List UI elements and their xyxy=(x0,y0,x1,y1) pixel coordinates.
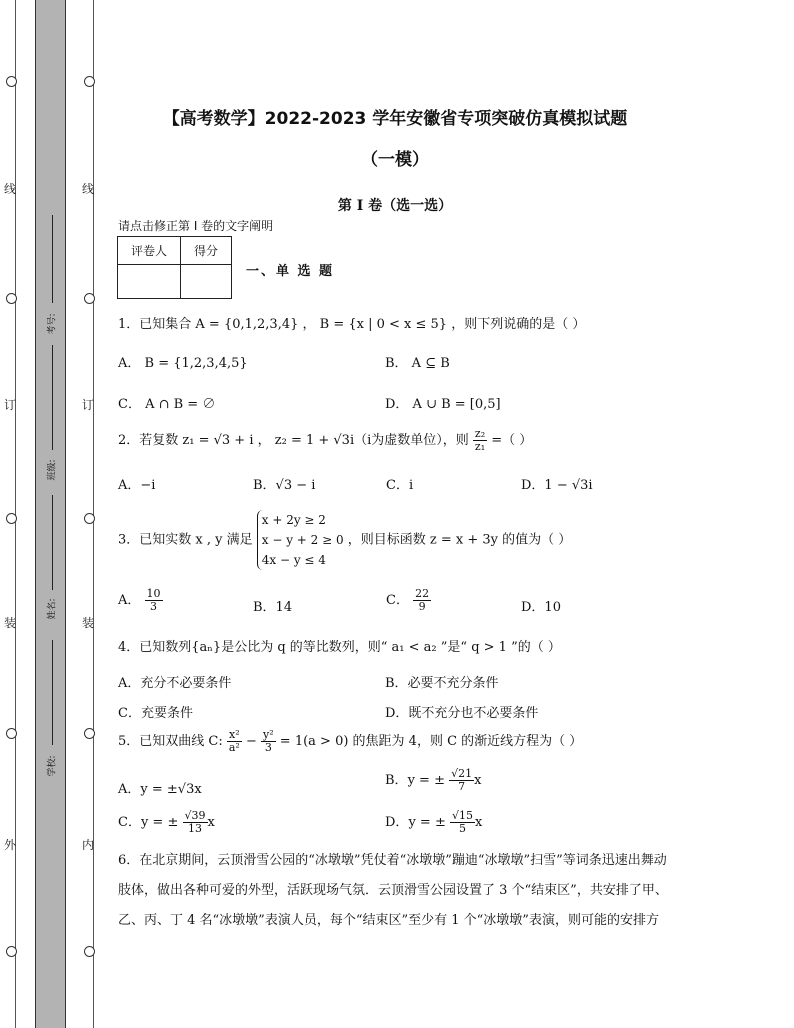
binding-strip xyxy=(35,0,66,1028)
margin-char-line: 线 xyxy=(4,182,17,196)
question-3-stem-suffix: ，则目标函数 z = x + 3y 的值为（ ） xyxy=(347,532,572,548)
question-3-option-d: D．10 xyxy=(521,600,561,615)
binding-hole xyxy=(84,513,95,524)
option-expression: y = ± xyxy=(140,815,179,830)
option-expression: y = ± xyxy=(408,815,446,830)
question-5-option-a xyxy=(118,778,202,797)
hyperbola-term-x xyxy=(227,729,242,754)
question-2-stem-suffix: =（ ） xyxy=(491,433,533,448)
margin-char-order: 订 xyxy=(82,398,95,412)
margin-char-outer: 外 xyxy=(4,838,17,852)
grader-header: 评卷人 xyxy=(118,237,181,265)
name-line xyxy=(52,495,53,590)
question-5-option-d xyxy=(385,810,482,835)
question-5-option-b xyxy=(385,768,481,793)
question-6-line: 肢体，做出各种可爱的外型，活跃现场气氛．云顶滑雪公园设置了 3 个“结束区”，共安排了甲、 xyxy=(118,883,668,898)
question-5-stem-prefix: 5．已知双曲线 C: xyxy=(118,734,223,749)
question-2-option-b: B．√3 − i xyxy=(253,478,316,493)
fraction-numerator: x² xyxy=(227,729,242,742)
constraint-1: x + 2y ≥ 2 xyxy=(261,513,326,527)
page-subtitle: （一模） xyxy=(361,150,429,170)
grader-table xyxy=(117,236,232,299)
question-2-stem-prefix: 2．若复数 z₁ = √3 + i ， z₂ = 1 + √3i（i为虚数单位），则 xyxy=(118,433,469,448)
fraction-denominator: 9 xyxy=(418,600,426,613)
hyperbola-term-y xyxy=(261,729,276,754)
binding-hole xyxy=(84,946,95,957)
binding-hole xyxy=(6,728,17,739)
fraction-denominator: a² xyxy=(228,741,240,754)
fraction-denominator: z₁ xyxy=(474,440,486,453)
question-3-option-c xyxy=(386,588,431,613)
question-5-stem xyxy=(118,729,582,754)
margin-char-line: 线 xyxy=(82,182,95,196)
fraction-numerator: √21 xyxy=(451,767,473,780)
fraction-numerator: 10 xyxy=(146,587,161,600)
grader-cell xyxy=(118,265,181,299)
question-3-stem-prefix: 3．已知实数 x , y 满足 xyxy=(118,532,253,548)
page-title: 【高考数学】2022-2023 学年安徽省专项突破仿真模拟试题 xyxy=(162,109,628,129)
fraction-denominator: 13 xyxy=(188,822,202,835)
section-heading: 第 I 卷（选一选） xyxy=(337,198,453,214)
option-label: C． xyxy=(386,593,409,608)
option-label: A． xyxy=(118,593,141,608)
question-1-stem: 1．已知集合 A = {0,1,2,3,4} ， B = {x | 0 < x ≤ 5} ，则下列说确的是（ ） xyxy=(118,317,586,332)
fraction-denominator: 3 xyxy=(264,741,272,754)
fraction-denominator: 5 xyxy=(458,822,466,835)
constraint-system xyxy=(257,510,344,570)
option-expression: y = ± xyxy=(407,773,445,788)
score-cell xyxy=(181,265,232,299)
margin-char-bind: 装 xyxy=(4,616,17,630)
question-3-option-a xyxy=(118,588,163,613)
minus-sign: − xyxy=(245,734,257,749)
question-6-line: 6．在北京期间，云顶滑雪公园的“冰墩墩”凭仗着“冰墩墩”蹦迪“冰墩墩”扫雪”等词条迅速出舞动 xyxy=(118,853,667,868)
question-4-option-d: D．既不充分也不必要条件 xyxy=(385,706,539,721)
constraint-2: x − y + 2 ≥ 0 xyxy=(261,533,344,547)
question-6-stem xyxy=(118,846,688,936)
question-5-stem-suffix: = 1(a > 0) 的焦距为 4，则 C 的渐近线方程为（ ） xyxy=(279,734,583,749)
option-expression: y = ±√3x xyxy=(140,782,202,797)
question-4-option-b: B．必要不充分条件 xyxy=(385,676,499,691)
question-6-line: 乙、丙、丁 4 名“冰墩墩”表演人员，每个“结束区”至少有 1 个“冰墩墩”表演，则可能的安排方 xyxy=(118,913,659,928)
question-1-option-d: D． A ∪ B = [0,5] xyxy=(385,397,501,412)
fraction-denominator: 7 xyxy=(458,780,466,793)
question-2-fraction xyxy=(473,428,487,453)
margin-char-bind: 装 xyxy=(82,616,95,630)
fraction-numerator: √15 xyxy=(451,809,473,822)
class-label: 班级: xyxy=(47,459,58,481)
question-4-stem: 4．已知数列{aₙ}是公比为 q 的等比数列，则“ a₁ < a₂ ”是“ q > 1 ”的（ ） xyxy=(118,640,561,655)
fraction-numerator: y² xyxy=(263,728,274,741)
question-2-option-d: D．1 − √3i xyxy=(521,478,593,493)
binding-hole xyxy=(84,293,95,304)
question-2-option-c: C．i xyxy=(386,478,414,493)
constraint-3: 4x − y ≤ 4 xyxy=(261,553,326,567)
question-5-option-c xyxy=(118,810,215,835)
question-2-stem xyxy=(118,428,532,453)
option-label: C． xyxy=(118,815,141,830)
option-label: D． xyxy=(385,815,409,830)
question-1-option-c: C． A ∩ B = ∅ xyxy=(118,397,216,412)
fraction-denominator: 3 xyxy=(150,600,158,613)
binding-hole xyxy=(6,513,17,524)
option-suffix: x xyxy=(475,815,483,830)
question-4-option-a: A．充分不必要条件 xyxy=(118,676,232,691)
exam-number-label: 考号: xyxy=(47,313,58,335)
binding-hole xyxy=(6,293,17,304)
option-b-fraction xyxy=(449,768,474,793)
section-note: 请点击修正第 I 卷的文字阐明 xyxy=(118,219,274,233)
question-1-option-b: B． A ⊆ B xyxy=(385,356,450,371)
question-4-option-c: C．充要条件 xyxy=(118,706,193,721)
fraction-numerator: z₂ xyxy=(474,427,486,440)
question-3-option-b: B．14 xyxy=(253,600,293,615)
fraction-numerator: 22 xyxy=(415,587,430,600)
option-d-fraction xyxy=(450,810,475,835)
option-label: B． xyxy=(385,773,408,788)
margin-char-inner: 内 xyxy=(82,838,95,852)
binding-hole xyxy=(84,728,95,739)
option-c-fraction xyxy=(183,810,208,835)
binding-hole xyxy=(6,76,17,87)
question-3-stem xyxy=(118,510,571,570)
school-line xyxy=(52,640,53,745)
binding-hole xyxy=(84,76,95,87)
binding-hole xyxy=(6,946,17,957)
option-suffix: x xyxy=(474,773,482,788)
option-label: A． xyxy=(118,782,141,797)
margin-char-order: 订 xyxy=(4,398,17,412)
option-c-fraction xyxy=(413,588,431,613)
class-line xyxy=(52,345,53,450)
question-2-option-a: A．−i xyxy=(118,478,156,493)
name-label: 姓名: xyxy=(47,598,58,620)
exam-number-line xyxy=(52,215,53,303)
fraction-numerator: √39 xyxy=(184,809,206,822)
option-a-fraction xyxy=(145,588,163,613)
part-heading: 一、单 选 题 xyxy=(246,264,335,279)
score-header: 得分 xyxy=(181,237,232,265)
question-1-option-a: A． B = {1,2,3,4,5} xyxy=(118,356,248,371)
school-label: 学校: xyxy=(47,755,58,777)
option-suffix: x xyxy=(207,815,215,830)
